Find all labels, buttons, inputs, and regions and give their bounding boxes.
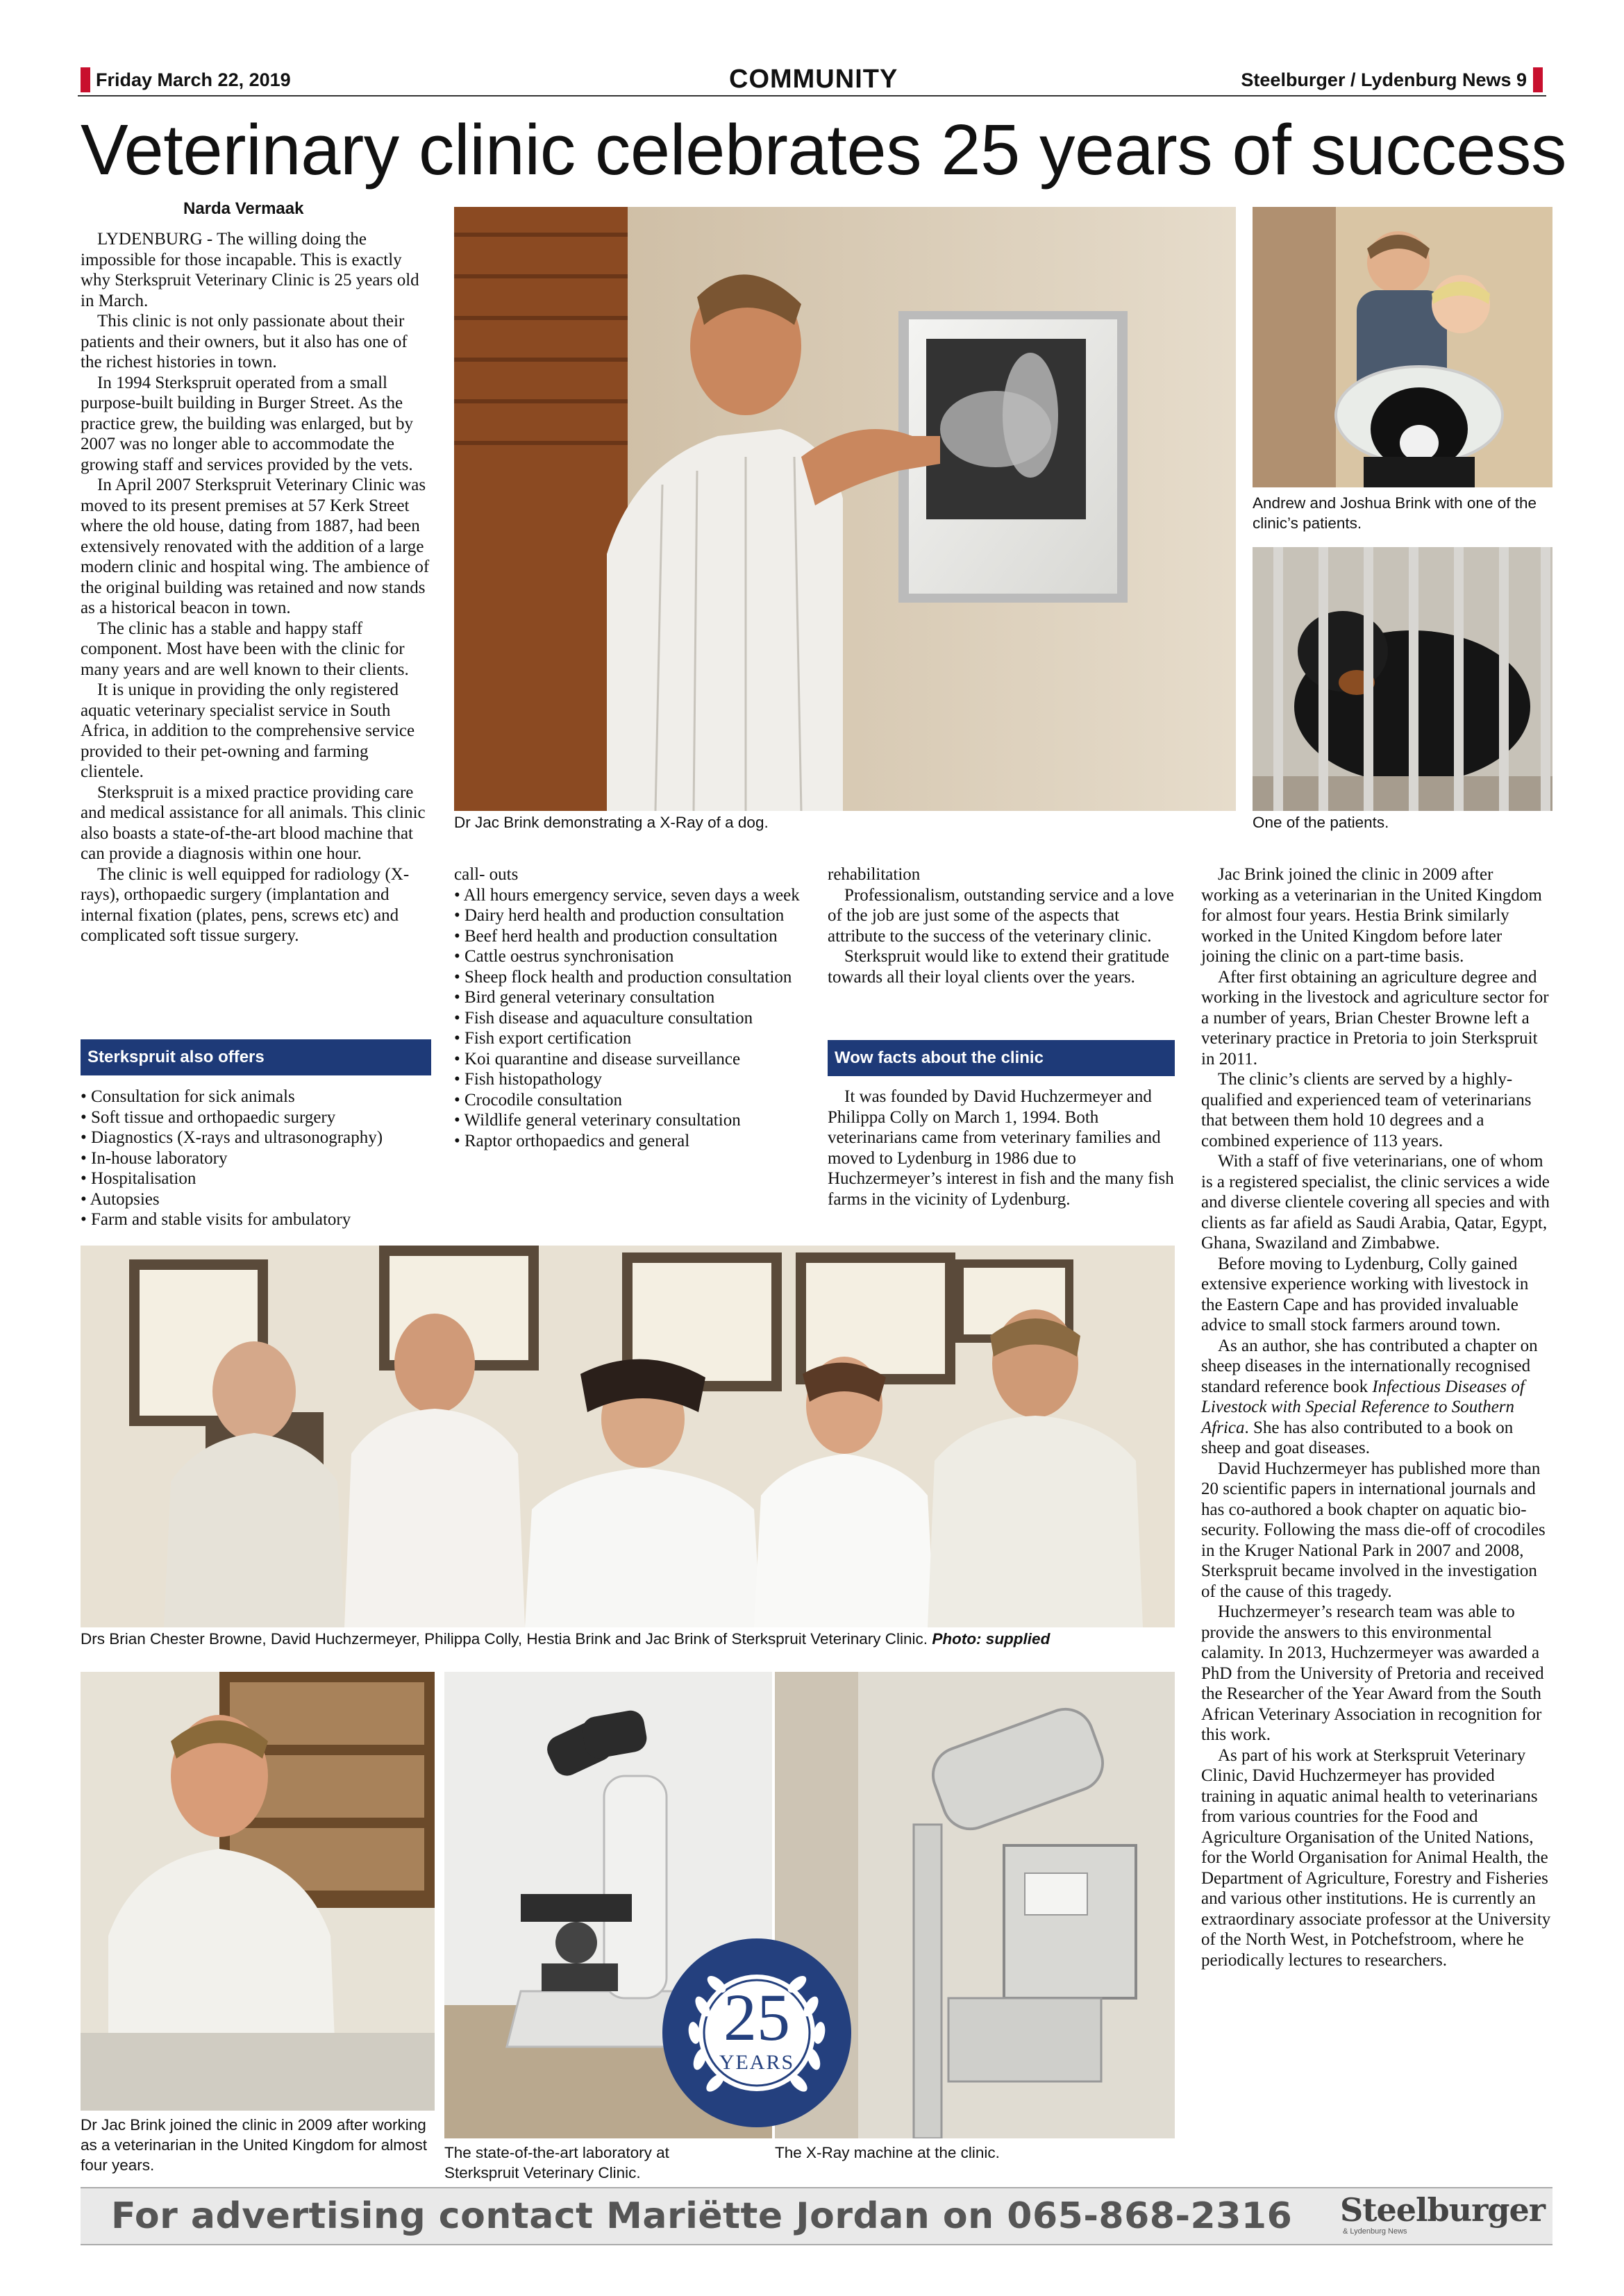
badge-label: YEARS: [719, 2051, 795, 2074]
list-item: • Raptor orthopaedics and general: [454, 1131, 690, 1150]
paragraph: LYDENBURG - The willing doing the impossible for those incapable. This is exactly why Sterkspruit Veterinary Clinic is 25 years old in March.: [81, 230, 419, 310]
list-item: • Wildlife general veterinary consultation: [454, 1111, 741, 1130]
photo-credit: Photo: supplied: [932, 1630, 1050, 1648]
list-item: • Cattle oestrus synchronisation: [454, 947, 674, 966]
list-item: • Consultation for sick animals: [81, 1087, 295, 1106]
list-item: • Crocodile consultation: [454, 1090, 623, 1109]
list-item: • In-house laboratory: [81, 1148, 228, 1168]
photo-xray-demonstration: [454, 207, 1236, 811]
paragraph: It was founded by David Huchzermeyer and Philippa Colly on March 1, 1994. Both veterinarians came from veterinary families and moved to Lydenburg in 1986 due to Huchzermeyer’s interest in fish and the many fish farms in the vicinity of Lydenburg.: [828, 1087, 1174, 1209]
list-item: • Fish disease and aquaculture consultation: [454, 1008, 753, 1028]
book-title: Infectious Diseases of Livestock with Special Reference to Southern Africa: [1201, 1377, 1525, 1437]
paragraph: [1201, 1336, 1552, 1459]
photo-caption: The state-of-the-art laboratory at Sterkspruit Veterinary Clinic.: [444, 2144, 669, 2181]
headline: Veterinary clinic celebrates 25 years of success: [81, 110, 1567, 190]
steelburger-logo: [1340, 2191, 1545, 2240]
offers-list-2: [454, 864, 801, 1151]
article-column-1: [81, 229, 431, 946]
list-item: • Diagnostics (X-rays and ultrasonography): [81, 1128, 383, 1147]
paragraph: rehabilitation: [828, 865, 921, 884]
header-accent-right: [1533, 67, 1543, 92]
byline: Narda Vermaak: [183, 199, 304, 218]
list-item: • Fish export certification: [454, 1029, 632, 1048]
list-item: • Soft tissue and orthopaedic surgery: [81, 1107, 336, 1127]
photo-caption: Andrew and Joshua Brink with one of the clinic’s patients.: [1253, 494, 1537, 532]
paragraph: Huchzermeyer’s research team was able to provide the answers to this environmental calamity. In 2013, Huchzermeyer was awarded a PhD from the University of Pretoria and received the Researcher of the Year Award from the South African Veterinary Association in recognition for this work.: [1201, 1602, 1544, 1744]
list-item: • Beef herd health and production consultation: [454, 926, 778, 946]
paragraph: With a staff of five veterinarians, one of whom is a registered specialist, the clinic services a wide and diverse clientele covering all species and with clients as far afield as Saudi Arabia, Qatar, Egypt, Ghana, Swaziland and Zimbabwe.: [1201, 1152, 1550, 1252]
paragraph: In 1994 Sterkspruit operated from a small purpose-built building in Burger Street. As the practice grew, the building was enlarged, but by 2007 was no longer able to accommodate the growing staff and services provided by the vets.: [81, 373, 414, 474]
offers-heading: Sterkspruit also offers: [81, 1039, 431, 1075]
paragraph: Before moving to Lydenburg, Colly gained extensive experience working with livestock in the Eastern Cape and has provided invaluable advice to small stock farmers around town.: [1201, 1254, 1529, 1334]
caption-text: Drs Brian Chester Browne, David Huchzermeyer, Philippa Colly, Hestia Brink and Jac Brink of Sterkspruit Veterinary Clinic.: [81, 1630, 928, 1648]
header-accent-left: [81, 67, 90, 92]
paragraph: Jac Brink joined the clinic in 2009 after working as a veterinarian in the United Kingdom for almost four years. Hestia Brink similarly worked in the United Kingdom before later joining the clinic on a part-time basis.: [1201, 865, 1542, 966]
list-item: • Koi quarantine and disease surveillance: [454, 1049, 741, 1069]
section-name: COMMUNITY: [729, 65, 898, 94]
logo-wordmark: Steelburger: [1340, 2191, 1545, 2229]
photo-caption: The X-Ray machine at the clinic.: [775, 2144, 1000, 2161]
photo-dr-jac-brink: [81, 1672, 435, 2111]
anniversary-badge: [661, 1937, 853, 2129]
badge-number: 25: [723, 1980, 790, 2054]
header-rule: [78, 95, 1546, 97]
text-run: . She has also contributed to a book on sheep and goat diseases.: [1201, 1418, 1514, 1457]
list-item: • Dairy herd health and production consultation: [454, 906, 785, 925]
issue-date: Friday March 22, 2019: [96, 69, 291, 90]
photo-veterinary-team: [81, 1246, 1175, 1627]
text-run: As an author, she has contributed a chapter on sheep diseases in the internationally recognised standard reference book: [1201, 1336, 1538, 1396]
list-item: • Autopsies: [81, 1189, 160, 1209]
list-item: • All hours emergency service, seven days a week: [454, 885, 800, 905]
list-item: call- outs: [454, 865, 519, 884]
article-column-3: [828, 864, 1175, 987]
paragraph: After first obtaining an agriculture degree and working in the livestock and agriculture sector for a number of years, Brian Chester Browne left a veterinary practice in Pretoria to join Sterkspruit in 2011.: [1201, 967, 1549, 1069]
photo-boys-with-dog: [1253, 207, 1552, 487]
list-item: • Bird general veterinary consultation: [454, 988, 715, 1007]
wow-facts-text: [828, 1087, 1175, 1209]
list-item: • Sheep flock health and production consultation: [454, 967, 792, 987]
list-item: • Hospitalisation: [81, 1169, 196, 1188]
photo-caption: Dr Jac Brink demonstrating a X-Ray of a dog.: [454, 814, 769, 831]
paragraph: Sterkspruit is a mixed practice providing care and medical assistance for all animals. This clinic also boasts a state-of-the-art blood machine that can provide a diagnosis within one hour.: [81, 782, 426, 863]
article-column-4: [1201, 864, 1552, 1970]
paragraph: David Huchzermeyer has published more than 20 scientific papers in international journals and has co-authored a book chapter on aquatic bio-security. Following the mass die-off of crocodiles in the Kruger National Park in 2007 and 2008, Sterkspruit became involved in the investigation of the cause of this tragedy.: [1201, 1459, 1546, 1601]
paragraph: The clinic is well equipped for radiology (X-rays), orthopaedic surgery (implantation and internal fixation (plates, pens, screws etc) and complicated soft tissue surgery.: [81, 864, 410, 945]
publication-page: Steelburger / Lydenburg News 9: [1241, 69, 1527, 90]
paragraph: The clinic’s clients are served by a highly-qualified and experienced team of veterinarians that between them hold 10 degrees and a combined experience of 113 years.: [1201, 1070, 1532, 1150]
list-item: • Fish histopathology: [454, 1070, 602, 1089]
photo-caption: [81, 1629, 1175, 1649]
photo-caption: One of the patients.: [1253, 814, 1389, 831]
advertising-contact: For advertising contact Mariëtte Jordan on 065-868-2316: [111, 2195, 1293, 2237]
paragraph: Sterkspruit would like to extend their gratitude towards all their loyal clients over the years.: [828, 947, 1169, 987]
list-item: • Farm and stable visits for ambulatory: [81, 1210, 351, 1229]
paragraph: As part of his work at Sterkspruit Veterinary Clinic, David Huchzermeyer has provided training in aquatic animal health to veterinarians from various countries for the Food and Agriculture Organisation of the United Nations, for the World Organisation for Animal Health, the Department of Agriculture, Forestry and Fisheries and various other institutions. He is currently an extraordinary associate professor at the University of the North West, in Potchefstroom, where he periodically lectures to researchers.: [1201, 1745, 1551, 1970]
paragraph: Professionalism, outstanding service and a love of the job are just some of the aspects that attribute to the success of the veterinary clinic.: [828, 885, 1174, 946]
photo-caption: Dr Jac Brink joined the clinic in 2009 after working as a veterinarian in the United Kingdom for almost four years.: [81, 2116, 428, 2174]
offers-list-1: [81, 1087, 431, 1230]
paragraph: It is unique in providing the only registered aquatic veterinary specialist service in South Africa, in addition to the comprehensive service provided to their pet-owning and farming clientele.: [81, 680, 415, 781]
paragraph: This clinic is not only passionate about their patients and their owners, but it also has one of the richest histories in town.: [81, 312, 408, 371]
paragraph: In April 2007 Sterkspruit Veterinary Clinic was moved to its present premises at 57 Kerk Street where the old house, dating from 1887, had been extensively renovated with the addition of a large modern clinic and hospital wing. The ambience of the original building was retained and now stands as a historical beacon in town.: [81, 476, 430, 617]
paragraph: The clinic has a stable and happy staff component. Most have been with the clinic for many years and are well known to their clients.: [81, 619, 409, 679]
logo-tagline: & Lydenburg News: [1343, 2227, 1407, 2236]
wow-facts-heading: Wow facts about the clinic: [828, 1040, 1175, 1076]
photo-patient-dog: [1253, 547, 1552, 811]
